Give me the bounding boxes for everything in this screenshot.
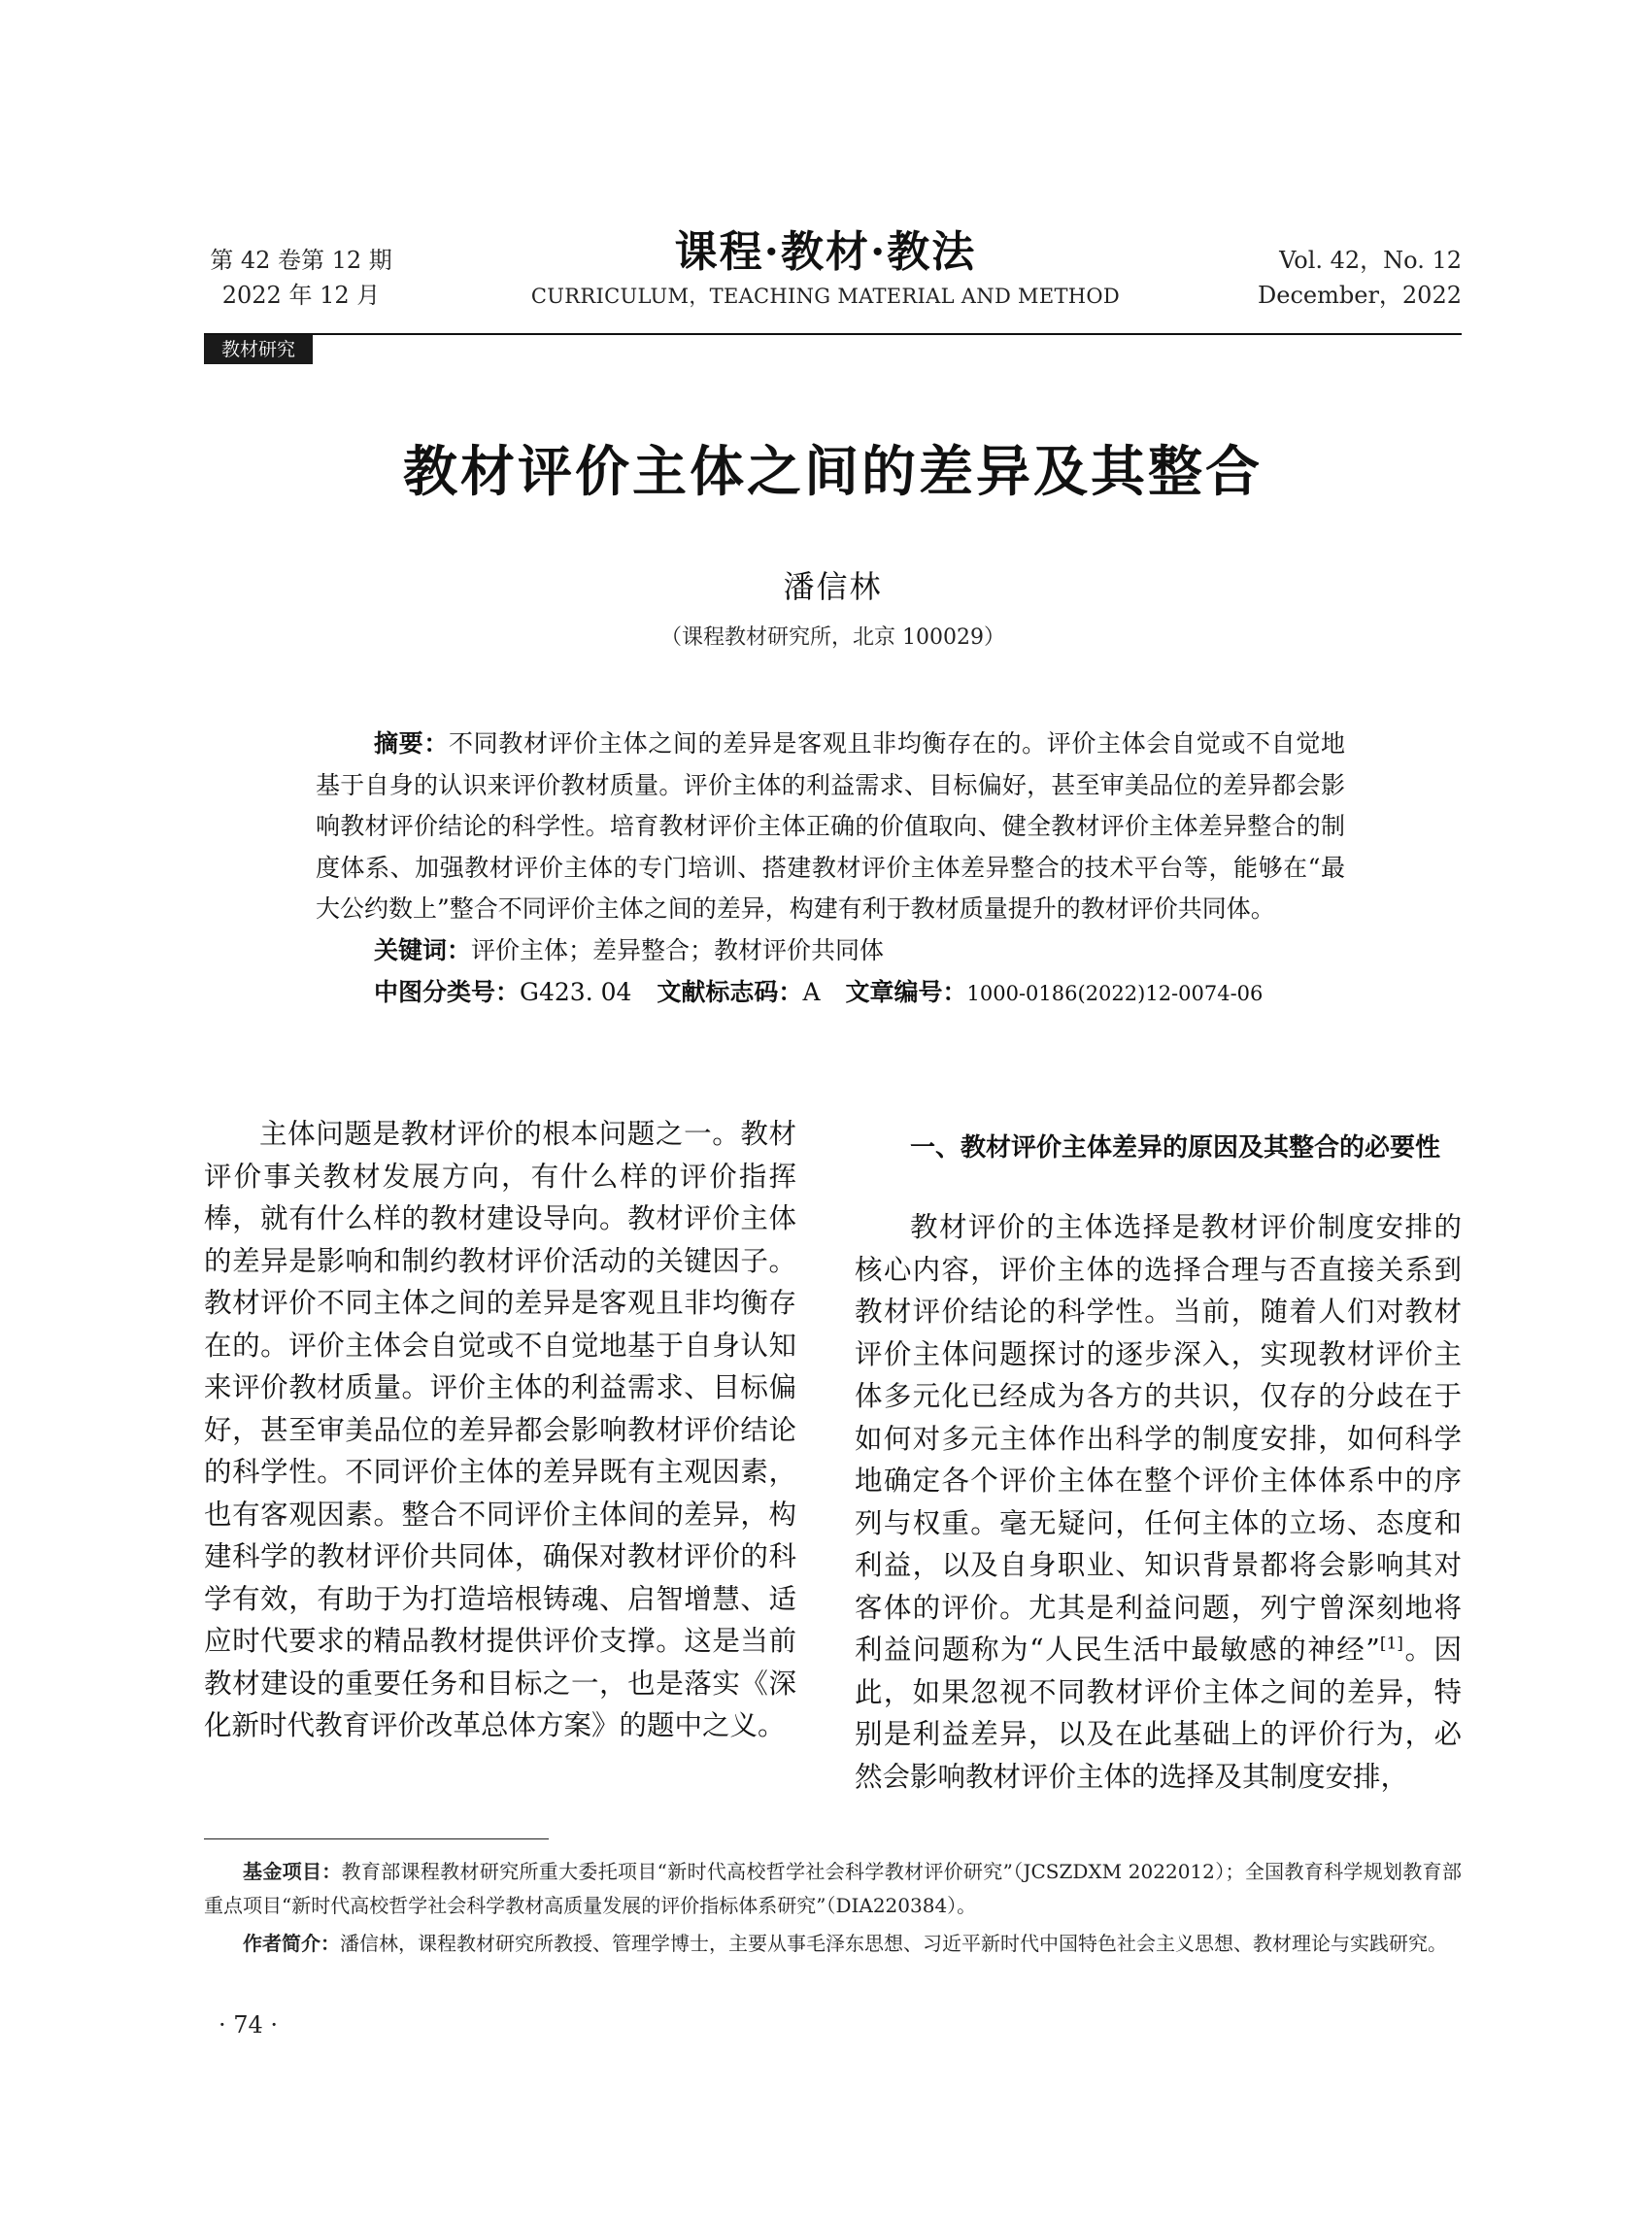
article-title: 教材评价主体之间的差异及其整合 xyxy=(403,441,1263,504)
fund-text: 教育部课程教材研究所重大委托项目“新时代高校哲学社会科学教材评价研究”（JCSZDXM 2022012）；全国教育科学规划教育部重点项目“新时代高校哲学社会科学教材高质量发展的评价指标体系研究”（DIA220384）。 xyxy=(204,1860,1462,1917)
issue-volume: 第 42 卷第 12 期 xyxy=(210,247,392,274)
author-note xyxy=(204,1927,1462,1961)
column-tag: 教材研究 xyxy=(204,335,313,364)
keywords xyxy=(316,930,1345,972)
keywords-text: 评价主体；差异整合；教材评价共同体 xyxy=(471,935,885,964)
journal-title-en: CURRICULUM，TEACHING MATERIAL AND METHOD xyxy=(530,285,1121,308)
issue-volume-en: Vol. 42，No. 12 xyxy=(1279,247,1462,274)
fund-note xyxy=(204,1855,1462,1923)
section-heading: 一、教材评价主体差异的原因及其整合的必要性 xyxy=(910,1133,1441,1163)
issue-info xyxy=(204,243,398,313)
clc-label: 中图分类号： xyxy=(374,977,521,1006)
page-number: · 74 · xyxy=(219,2011,279,2039)
abstract-block xyxy=(316,724,1345,1014)
issue-date: 2022 年 12 月 xyxy=(221,282,381,309)
section-paragraph xyxy=(855,1206,1462,1798)
abstract xyxy=(316,724,1345,930)
issue-date-en: December，2022 xyxy=(1258,282,1462,309)
issue-info-en xyxy=(1204,243,1462,313)
classification-line xyxy=(316,972,1345,1015)
author-affiliation: （课程教材研究所，北京 100029） xyxy=(660,625,1005,650)
citation-ref[interactable]: [1] xyxy=(1379,1634,1403,1654)
journal-title-cn: 课程·教材·教法 xyxy=(674,227,977,277)
body-right-column xyxy=(855,1127,1462,1798)
body-left-column xyxy=(204,1113,796,1747)
abstract-label: 摘要： xyxy=(374,729,449,758)
clc-value: G423. 04 xyxy=(520,977,632,1006)
section-paragraph-part1: 教材评价的主体选择是教材评价制度安排的核心内容，评价主体的选择合理与否直接关系到教材评价结论的科学性。当前，随着人们对教材评价主体问题探讨的逐步深入，实现教材评价主体多元化已经成为各方的共识，仅存的分歧在于如何对多元主体作出科学的制度安排，如何科学地确定各个评价主体在整个评价主体体系中的序列与权重。毫无疑问，任何主体的立场、态度和利益，以及自身职业、知识背景都将会影响其对客体的评价。尤其是利益问题，列宁曾深刻地将利益问题称为“人民生活中最敏感的神经” xyxy=(855,1211,1462,1666)
article-number-value: 1000-0186(2022)12-0074-06 xyxy=(966,981,1264,1005)
fund-label: 基金项目： xyxy=(243,1860,342,1883)
author-bio-text: 潘信林，课程教材研究所教授、管理学博士，主要从事毛泽东思想、习近平新时代中国特色社会主义思想、教材理论与实践研究。 xyxy=(340,1932,1447,1955)
author-bio-label: 作者简介： xyxy=(243,1932,340,1955)
footnote-rule xyxy=(204,1838,549,1839)
author-name: 潘信林 xyxy=(783,568,883,605)
header-rule xyxy=(204,333,1462,335)
keywords-label: 关键词： xyxy=(374,935,472,964)
doc-code-label: 文献标志码： xyxy=(657,977,803,1006)
doc-code-value: A xyxy=(802,977,821,1006)
intro-paragraph: 主体问题是教材评价的根本问题之一。教材评价事关教材发展方向，有什么样的评价指挥棒，就有什么样的教材建设导向。教材评价主体的差异是影响和制约教材评价活动的关键因子。教材评价不同主体之间的差异是客观且非均衡存在的。评价主体会自觉或不自觉地基于自身认知来评价教材质量。评价主体的利益需求、目标偏好，甚至审美品位的差异都会影响教材评价结论的科学性。不同评价主体的差异既有主观因素，也有客观因素。整合不同评价主体间的差异，构建科学的教材评价共同体，确保对教材评价的科学有效，有助于为打造培根铸魂、启智增慧、适应时代要求的精品教材提供评价支撑。这是当前教材建设的重要任务和目标之一，也是落实《深化新时代教育评价改革总体方案》的题中之义。 xyxy=(204,1118,796,1741)
article-number-label: 文章编号： xyxy=(845,977,967,1006)
section-paragraph-part2: 。因此，如果忽视不同教材评价主体之间的差异，特别是利益差异，以及在此基础上的评价行为，必然会影响教材评价主体的选择及其制度安排， xyxy=(855,1634,1462,1793)
journal-masthead xyxy=(524,225,1127,313)
abstract-text: 不同教材评价主体之间的差异是客观且非均衡存在的。评价主体会自觉或不自觉地基于自身的认识来评价教材质量。评价主体的利益需求、目标偏好，甚至审美品位的差异都会影响教材评价结论的科学性。培育教材评价主体正确的价值取向、健全教材评价主体差异整合的制度体系、加强教材评价主体的专门培训、搭建教材评价主体差异整合的技术平台等，能够在“最大公约数上”整合不同评价主体之间的差异，构建有利于教材质量提升的教材评价共同体。 xyxy=(316,729,1345,924)
footnotes xyxy=(204,1855,1462,1965)
